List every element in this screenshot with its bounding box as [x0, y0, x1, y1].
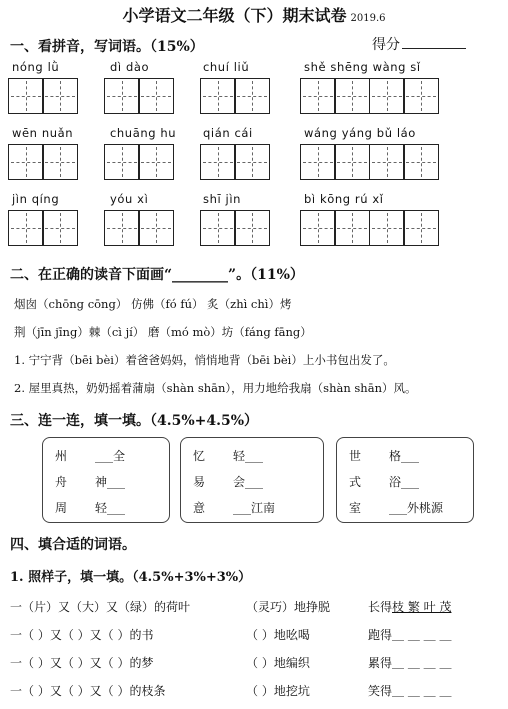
match-box-1[interactable] — [42, 437, 170, 523]
pinyin-3-2: yóu xì — [110, 192, 149, 206]
match-row — [181, 494, 323, 520]
fill-b-3[interactable]: （ ）地编织 — [246, 656, 310, 670]
fill-c-3[interactable] — [368, 654, 451, 671]
fill-c-answer: 枝 繁 叶 茂 — [392, 600, 452, 614]
pinyin-1-3: chuí liǔ — [203, 60, 250, 74]
match-word[interactable]: 格___ — [389, 448, 420, 463]
write-box-3-1[interactable] — [8, 210, 77, 246]
fill-c-1 — [368, 598, 451, 615]
fill-c-blank[interactable]: ＿ ＿ ＿ ＿ — [392, 628, 452, 642]
fill-a-1: 一（片）又（大）又（绿）的荷叶 — [10, 600, 191, 614]
reading-line-3[interactable]: 1. 宁宁背（bēi bèi）着爸爸妈妈，悄悄地背（bēi bèi）上小书包出发了。 — [14, 353, 395, 367]
match-char: 易 — [193, 474, 206, 489]
match-char: 世 — [349, 448, 362, 463]
fill-c-label: 长得 — [368, 600, 393, 614]
fill-b-1: （灵巧）地挣脱 — [246, 600, 331, 614]
title-date: 2019.6 — [350, 13, 386, 24]
match-word[interactable]: 浴___ — [389, 474, 420, 489]
score-field[interactable] — [372, 34, 466, 54]
match-row — [337, 442, 473, 468]
match-char: 式 — [349, 474, 362, 489]
match-char: 忆 — [193, 448, 206, 463]
match-row — [337, 468, 473, 494]
fill-c-label: 累得 — [368, 656, 393, 670]
match-row — [43, 468, 169, 494]
write-box-2-2[interactable] — [104, 144, 173, 180]
match-row — [43, 442, 169, 468]
write-box-3-4[interactable] — [300, 210, 438, 246]
pinyin-1-2: dì dào — [110, 60, 150, 74]
section2-heading: 二、在正确的读音下面画“________”。（11%） — [10, 267, 304, 283]
match-row — [43, 494, 169, 520]
match-char: 州 — [55, 448, 68, 463]
fill-a-3[interactable]: 一（ ）又（ ）又（ ）的梦 — [10, 656, 154, 670]
match-char: 舟 — [55, 474, 68, 489]
write-box-3-2[interactable] — [104, 210, 173, 246]
write-box-2-1[interactable] — [8, 144, 77, 180]
fill-a-4[interactable]: 一（ ）又（ ）又（ ）的枝条 — [10, 684, 166, 698]
section3-heading: 三、连一连，填一填。（4.5%+4.5%） — [10, 413, 259, 429]
fill-b-4[interactable]: （ ）地挖坑 — [246, 684, 310, 698]
match-word[interactable]: ___江南 — [233, 500, 276, 515]
match-row — [181, 442, 323, 468]
page-title — [0, 3, 508, 26]
match-char: 意 — [193, 500, 206, 515]
score-label: 得分 — [372, 37, 400, 53]
match-char: 周 — [55, 500, 68, 515]
reading-line-4[interactable]: 2. 屋里真热，奶奶摇着蒲扇（shàn shān），用力地给我扇（shàn shān）风。 — [14, 381, 417, 395]
pinyin-3-3: shī jìn — [203, 192, 242, 206]
title-text: 小学语文二年级（下）期末试卷 — [122, 6, 347, 25]
write-box-1-1[interactable] — [8, 78, 77, 114]
match-row — [337, 494, 473, 520]
match-row — [181, 468, 323, 494]
pinyin-2-2: chuāng hu — [110, 126, 177, 140]
pinyin-3-1: jìn qíng — [12, 192, 60, 206]
reading-line-2[interactable]: 荆（jīn jīng）棘（cì jí） 磨（mó mò）坊（fáng fāng） — [14, 325, 312, 339]
match-box-2[interactable] — [180, 437, 324, 523]
write-box-1-3[interactable] — [200, 78, 269, 114]
write-box-1-2[interactable] — [104, 78, 173, 114]
reading-line-1[interactable]: 烟囱（chōng cōng） 仿佛（fó fú） 炙（zhì chì）烤 — [14, 297, 292, 311]
pinyin-2-3: qián cái — [203, 126, 253, 140]
fill-c-2[interactable] — [368, 626, 451, 643]
fill-c-label: 笑得 — [368, 684, 393, 698]
fill-c-blank[interactable]: ＿ ＿ ＿ ＿ — [392, 656, 452, 670]
fill-c-blank[interactable]: ＿ ＿ ＿ ＿ — [392, 684, 452, 698]
match-word[interactable]: 轻___ — [233, 448, 264, 463]
score-blank[interactable] — [402, 48, 466, 49]
pinyin-1-1: nóng lǜ — [12, 60, 60, 74]
write-box-1-4[interactable] — [300, 78, 438, 114]
pinyin-2-1: wēn nuǎn — [12, 126, 74, 140]
write-box-2-3[interactable] — [200, 144, 269, 180]
pinyin-1-4: shě shēng wàng sǐ — [304, 60, 421, 74]
match-char: 室 — [349, 500, 362, 515]
match-word[interactable]: 神___ — [95, 474, 126, 489]
write-box-2-4[interactable] — [300, 144, 438, 180]
pinyin-3-4: bì kōng rú xǐ — [304, 192, 384, 206]
section4-subheading: 1. 照样子，填一填。（4.5%+3%+3%） — [10, 570, 252, 585]
fill-c-4[interactable] — [368, 682, 451, 699]
write-box-3-3[interactable] — [200, 210, 269, 246]
match-word[interactable]: 轻___ — [95, 500, 126, 515]
section1-heading: 一、看拼音，写词语。（15%） — [10, 39, 204, 55]
section4-heading: 四、填合适的词语。 — [10, 537, 136, 553]
pinyin-2-4: wáng yáng bǔ láo — [304, 126, 416, 140]
match-word[interactable]: 会___ — [233, 474, 264, 489]
fill-b-2[interactable]: （ ）地吆喝 — [246, 628, 310, 642]
match-box-3[interactable] — [336, 437, 474, 523]
match-word[interactable]: ___外桃源 — [389, 500, 444, 515]
match-word[interactable]: ___全 — [95, 448, 126, 463]
fill-a-2[interactable]: 一（ ）又（ ）又（ ）的书 — [10, 628, 154, 642]
fill-c-label: 跑得 — [368, 628, 393, 642]
